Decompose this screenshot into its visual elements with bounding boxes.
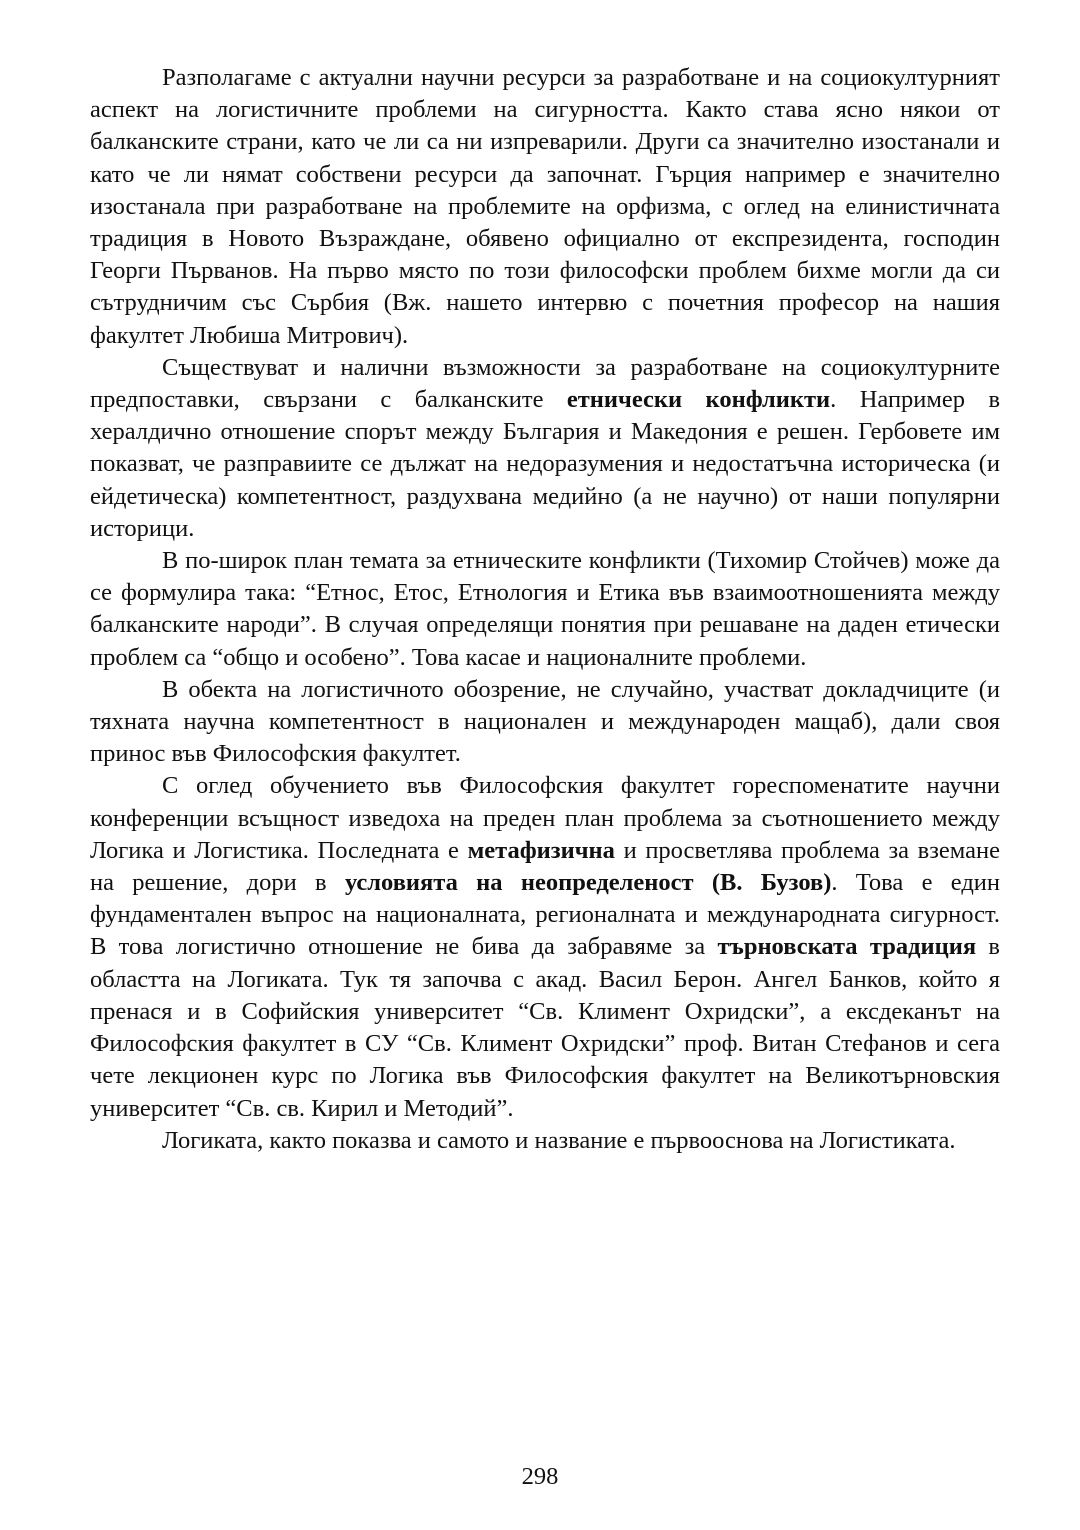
paragraph-5-bold-tarnovo-tradition: търновската традиция bbox=[717, 933, 977, 961]
document-body bbox=[90, 62, 1000, 1157]
paragraph-2 bbox=[90, 352, 1000, 545]
paragraph-2-text-b: . Например в хералдично отношение спорът между България и Македония е решен. Гербовете им показват, че разправиите се дължат на недоразумения и недостатъчна историческа (и ейдетическа) компетентност, раздухвана медийно (а не научно) от наши популярни историци. bbox=[90, 386, 1001, 542]
paragraph-3-text: В по-широк план темата за етническите конфликти (Тихомир Стойчев) може да се формулира така: “Етнос, Етос, Етнология и Етика във взаимоотношенията между балканските народи”. В случая определящи понятия при решаване на даден етически проблем са “общо и особено”. Това касае и националните проблеми. bbox=[90, 547, 1000, 671]
paragraph-2-bold-ethnic-conflicts: етнически конфликти bbox=[566, 386, 831, 414]
paragraph-5-text-b: и просветлява проблема за вземане на решение, дори в bbox=[90, 836, 1000, 897]
paragraph-5 bbox=[90, 770, 1000, 1124]
paragraph-5-text-d: в областта на Логиката. Тук тя започва с акад. Васил Берон. Ангел Банков, който я пренася и в Софийския университет “Св. Климент Охридски”, а ексдеканът на Философския факултет в СУ “Св. Климент Охридски” проф. Витан Стефанов и сега чете лекционен курс по Логика във Философския факултет на Великотърновския университет “Св. св. Кирил и Методий”. bbox=[90, 933, 1000, 1122]
paragraph-6 bbox=[90, 1125, 1000, 1157]
paragraph-5-bold-metaphysical: метафизична bbox=[467, 836, 615, 864]
page-number: 298 bbox=[521, 1463, 559, 1490]
paragraph-4 bbox=[90, 674, 1000, 771]
paragraph-2-text-a: Съществуват и налични възможности за разработване на социокултурните предпоставки, свързани с балканските bbox=[90, 353, 1000, 414]
paragraph-1 bbox=[90, 62, 1000, 352]
paragraph-4-text: В обекта на логистичното обозрение, не случайно, участват докладчиците (и тяхната научна компетентност в национален и международен мащаб), дали своя принос във Философския факултет. bbox=[90, 675, 1000, 768]
paragraph-3 bbox=[90, 545, 1000, 674]
paragraph-5-bold-uncertainty: условията на неопределеност (В. Бузов) bbox=[344, 869, 832, 897]
paragraph-5-text-c: . Това е един фундаментален въпрос на националната, регионалната и международната сигурност. В това логистично отношение не бива да забравяме за bbox=[90, 869, 1001, 961]
paragraph-6-text: Логиката, както показва и самото и название е първооснова на Логистиката. bbox=[162, 1126, 956, 1154]
paragraph-1-text: Разполагаме с актуални научни ресурси за разработване и на социокултурният аспект на логистичните проблеми на сигурността. Както става ясно някои от балканските страни, като че ли са ни изпреварили. Други са значително изостанали и като че ли нямат собствени ресурси да започнат. Гърция например е значително изостанала при разработване на проблемите на орфизма, с оглед на елинистичната традиция в Новото Възраждане, обявено официално от експрезидента, господин Георги Първанов. На първо място по този философски проблем бихме могли да си сътрудничим със Сърбия (Вж. нашето интервю с почетния професор на нашия факултет Любиша Митрович). bbox=[90, 64, 1000, 349]
paragraph-5-text-a: С оглед обучението във Философския факултет гореспоменатите научни конференции всъщност изведоха на преден план проблема за съотношението между Логика и Логистика. Последната е bbox=[90, 772, 1000, 864]
